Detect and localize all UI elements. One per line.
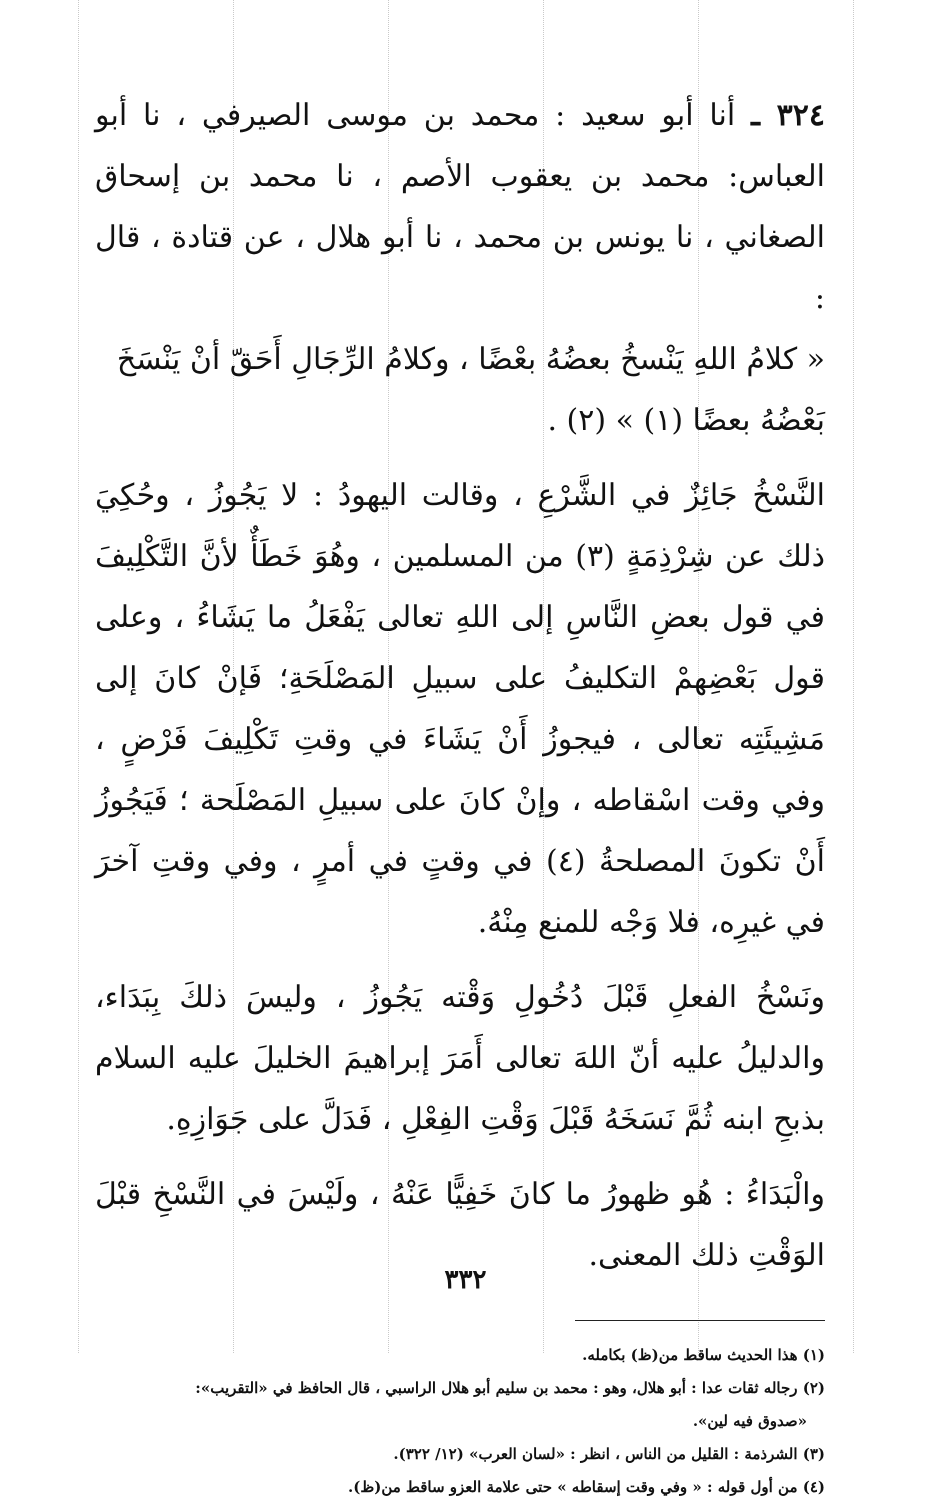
footnote-3: (٣) الشرذمة : القليل من الناس ، انظر : «لسان العرب» (١٢/ ٣٢٢). bbox=[393, 1445, 825, 1463]
footnote-4: (٤) من أول قوله : « وفي وقت إسقاطه » حتى علامة العزو ساقط من(ظ). bbox=[348, 1478, 825, 1496]
paragraph-naskh: النَّسْخُ جَائِزٌ في الشَّرْعِ ، وقالت اليهودُ : لا يَجُوزُ ، وحُكِيَ ذلك عن شِرْذِمَةٍ (٣) من المسلمين ، وهُوَ خَطَأٌ لأنَّ التَّكْلِيفَ في قول بعضِ النَّاسِ إلى اللهِ تعالى يَفْعَلُ ما يَشَاءُ ، وعلى قول بَعْضِهمْ التكليفُ على سبيلِ المَصْلَحَةِ؛ فَإنْ كانَ إلى مَشِيئَتِه تعالى ، فيجوزُ أَنْ يَشَاءَ في وقتِ تَكْلِيفَ فَرْضٍ ، وفي وقت اسْقاطه ، وإنْ كانَ على سبيلِ المَصْلَحة ؛ فَيَجُوزُ أَنْ تكونَ المصلحةُ (٤) في وقتٍ في أمرٍ ، وفي وقتِ آخرَ في غيرِه، فلا وَجْه للمنع مِنْهُ. bbox=[95, 478, 825, 940]
hadith-isnad bbox=[95, 85, 825, 329]
isnad-text: أنا أبو سعيد : محمد بن موسى الصيرفي ، نا أبو العباس: محمد بن يعقوب الأصم ، نا محمد بن إسحاق الصغاني ، نا يونس بن محمد ، نا أبو هلال ، عن قتادة ، قال : bbox=[95, 98, 825, 316]
footnote-1: (١) هذا الحديث ساقط من(ظ) بكامله. bbox=[582, 1346, 825, 1364]
footnote-2-continued: «صدوق فيه لين». bbox=[692, 1412, 807, 1430]
footnote-divider bbox=[575, 1320, 825, 1321]
paragraph-naskh-before-time: ونَسْخُ الفعلِ قَبْلَ دُخُولِ وَقْته يَجُوزُ ، وليسَ ذلكَ بِبَدَاء، والدليلُ عليه أنّ اللهَ تعالى أَمَرَ إبراهيمَ الخليلَ عليه السلام بذبحِ ابنه ثُمَّ نَسَخَهُ قَبْلَ وَقْتِ الفِعْلِ ، فَدَلَّ على جَوَازِهِ. bbox=[95, 980, 825, 1137]
page-number: ٣٣٢ bbox=[444, 1265, 487, 1295]
scan-grid-line bbox=[853, 0, 854, 1353]
hadith-matn: « كلامُ اللهِ يَنْسخُ بعضُهُ بعْضًا ، وكلامُ الرِّجَالِ أَحَقّ أنْ يَنْسَخَ بَعْضُهُ بعضًا (١) » (٢) . bbox=[116, 342, 825, 438]
hadith-number: ٣٢٤ ـ bbox=[751, 98, 826, 133]
footnote-2: (٢) رجاله ثقات عدا : أبو هلال، وهو : محمد بن سليم أبو هلال الراسبي ، قال الحافظ في «التقريب»: bbox=[195, 1379, 825, 1397]
scan-grid-line bbox=[78, 0, 79, 1353]
paragraph-bada-definition: والْبَدَاءُ : هُو ظهورُ ما كانَ خَفِيًّا عَنْهُ ، ولَيْسَ في النَّسْخِ قبْلَ الوَقْتِ ذلك المعنى. bbox=[95, 1177, 825, 1273]
